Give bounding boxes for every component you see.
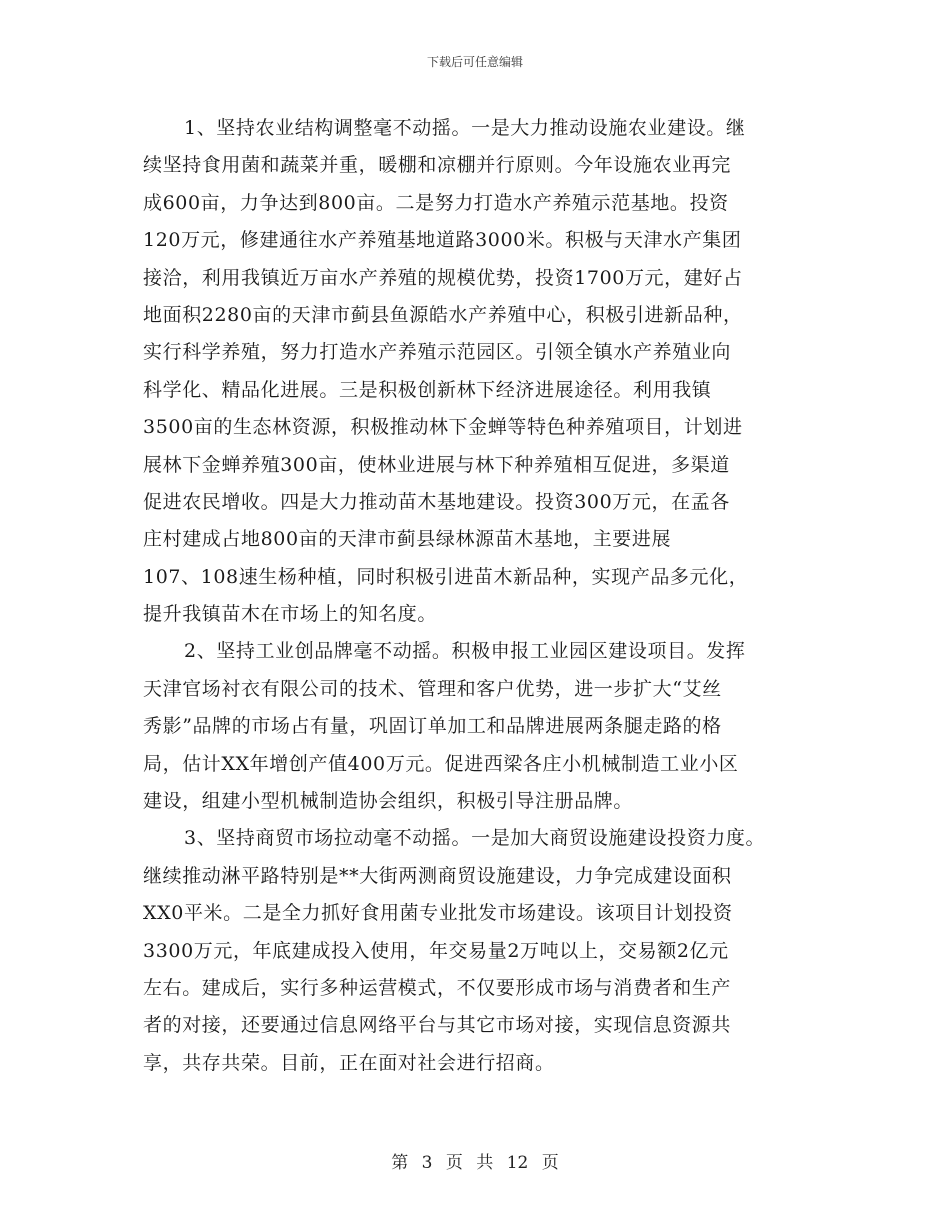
text-line: 地面积2280亩的天津市蓟县鱼源皓水产养殖中心，积极引进新品种， xyxy=(143,303,743,326)
text-line: 107、108速生杨种植，同时积极引进苗木新品种，实现产品多元化， xyxy=(143,565,749,588)
text-line: 1、坚持农业结构调整毫不动摇。一是大力推动设施农业建设。继 xyxy=(184,117,746,139)
text-line: 促进农民增收。四是大力推动苗木基地建设。投资300万元，在孟各 xyxy=(143,490,730,513)
text-line: 成600亩，力争达到800亩。二是努力打造水产养殖示范基地。投资 xyxy=(143,191,729,214)
text-line: 继续推动淋平路特别是**大街两测商贸设施建设，力争完成建设面积 xyxy=(143,864,732,887)
text-line: 享，共存共荣。目前，正在面对社会进行招商。 xyxy=(143,1051,555,1074)
text-line: 2、坚持工业创品牌毫不动摇。积极申报工业园区建设项目。发挥 xyxy=(184,640,746,663)
text-line: 左右。建成后，实行多种运营模式，不仅要形成市场与消费者和生产 xyxy=(143,976,732,999)
text-line: 提升我镇苗木在市场上的知名度。 xyxy=(143,603,438,626)
text-line: 局，估计XX年增创产值400万元。促进西梁各庄小机械制造工业小区 xyxy=(143,752,739,775)
text-line: 3300万元，年底建成投入使用，年交易量2万吨以上，交易额2亿元 xyxy=(143,939,729,962)
text-line: XX0平米。二是全力抓好食用菌专业批发市场建设。该项目计划投资 xyxy=(143,902,733,925)
text-line: 接洽，利用我镇近万亩水产养殖的规模优势，投资1700万元，建好占 xyxy=(143,266,743,289)
text-line: 3、坚持商贸市场拉动毫不动摇。一是加大商贸设施建设投资力度。 xyxy=(184,827,766,850)
text-line: 120万元，修建通往水产养殖基地道路3000米。积极与天津水产集团 xyxy=(143,229,742,252)
document-body xyxy=(143,110,803,1082)
text-line: 者的对接，还要通过信息网络平台与其它市场对接，实现信息资源共 xyxy=(143,1014,732,1037)
text-line: 3500亩的生态林资源，积极推动林下金蝉等特色种养殖项目，计划进 xyxy=(143,416,743,439)
text-line: 实行科学养殖，努力打造水产养殖示范园区。引领全镇水产养殖业向 xyxy=(143,341,732,364)
text-line: 科学化、精品化进展。三是积极创新林下经济进展途径。利用我镇 xyxy=(143,378,712,401)
page-header: 下载后可任意编辑 xyxy=(426,55,523,69)
text-line: 建设，组建小型机械制造协会组织，积极引导注册品牌。 xyxy=(143,790,634,813)
text-line: 续坚持食用菌和蔬菜并重，暖棚和凉棚并行原则。今年设施农业再完 xyxy=(143,154,732,177)
text-line: 秀影”品牌的市场占有量，巩固订单加工和品牌进展两条腿走路的格 xyxy=(143,715,722,738)
text-line: 庄村建成占地800亩的天津市蓟县绿林源苗木基地，主要进展 xyxy=(143,528,672,551)
page-number-footer: 第 3 页 共 12 页 xyxy=(391,1153,559,1173)
text-line: 展林下金蝉养殖300亩，使林业进展与林下种养殖相互促进，多渠道 xyxy=(143,453,730,476)
text-line: 天津官场衬衣有限公司的技术、管理和客户优势，进一步扩大“艾丝 xyxy=(143,677,722,700)
